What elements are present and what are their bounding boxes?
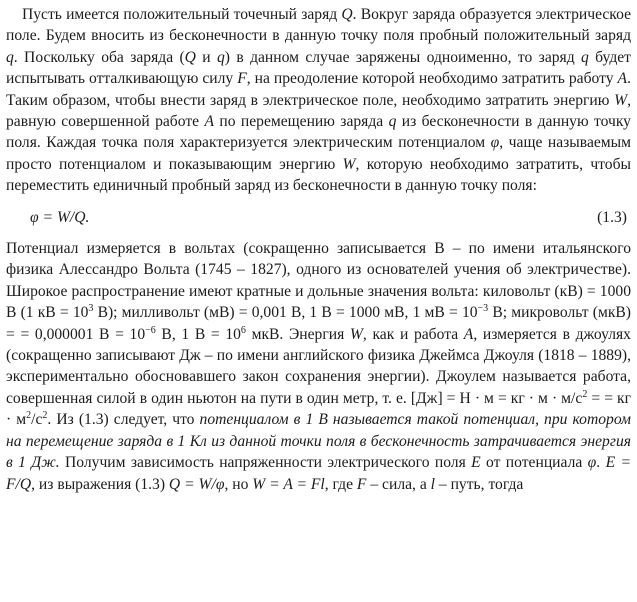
text: будет испытывать отталкивающую силу bbox=[6, 48, 631, 88]
var-l: l bbox=[430, 475, 435, 493]
var-A: A bbox=[463, 325, 474, 343]
text: Потенциал измеряется в вольтах (сокращенно записывается В – по имени итальянского физика Алессандро Вольта (1745 – 1827), одного из основателей учения об электричестве). Широкое распространение имеют кратные и дольные значения вольта: киловольт (кВ) = 1000 В (1 кВ = 10 bbox=[6, 240, 631, 322]
text: , из выражения (1.3) bbox=[31, 475, 169, 493]
var-Q: Q bbox=[341, 6, 353, 23]
text: , где bbox=[324, 475, 357, 493]
var-q: q bbox=[581, 48, 589, 66]
var-W: W bbox=[342, 155, 356, 173]
text: = = кг · м bbox=[6, 389, 631, 429]
var-phi: φ bbox=[587, 454, 597, 472]
var-W: W bbox=[349, 325, 363, 343]
text: . Из (1.3) следует, что bbox=[47, 411, 200, 429]
text: Получим зависимость напряженности электрического поля bbox=[59, 454, 472, 472]
text: , измеряется в джоулях (сокращенно записывают Дж – по имени английского физика Джеймса Джоуля (1818 – 1889), экспериментально обосновавшего закон сохранения энергии). Джоулем называется работа, совершенная силой в один ньютон на пути в один метр, т. е. [Дж] = Н · м = кг · м · м/с bbox=[6, 325, 631, 407]
var-q: q bbox=[217, 48, 225, 66]
text: и bbox=[195, 48, 217, 66]
inline-equation: E = F/Q bbox=[6, 454, 631, 493]
text: . Поскольку оба заряда ( bbox=[13, 48, 185, 66]
text: В, 1 В = 10 bbox=[155, 325, 241, 343]
var-E: E bbox=[471, 454, 481, 472]
exponent: 3 bbox=[88, 303, 94, 315]
exponent: 2 bbox=[26, 410, 32, 422]
exponent: −6 bbox=[145, 324, 156, 336]
exponent: −3 bbox=[477, 303, 489, 315]
var-A: A bbox=[617, 70, 628, 88]
formula-number: (1.3) bbox=[597, 208, 627, 226]
formula-expression: φ = W/Q. bbox=[30, 208, 90, 226]
paragraph-potential-definition bbox=[6, 4, 631, 197]
text: , но bbox=[224, 475, 253, 493]
text: , равную совершенной работе bbox=[6, 91, 631, 131]
text: ) в данном случае заряжены одноименно, то заряд bbox=[224, 48, 582, 66]
var-q: q bbox=[388, 113, 397, 131]
text: по перемещению заряда bbox=[213, 113, 389, 131]
text: В); милливольт (мВ) = 0,001 В, 1 В = 1000 мВ, 1 мВ = 10 bbox=[93, 304, 478, 322]
var-F: F bbox=[237, 70, 247, 88]
inline-equation: W = A = Fl bbox=[252, 475, 325, 493]
var-q: q bbox=[6, 48, 14, 66]
exponent: 6 bbox=[240, 324, 246, 336]
var-A: A bbox=[204, 113, 214, 131]
text: , чаще называемым просто потенциалом и показывающим энергию bbox=[6, 134, 631, 173]
inline-equation: Q = W/φ bbox=[168, 475, 225, 493]
text: . Таким образом, чтобы внести заряд в электрическое поле, необходимо затратить энергию bbox=[6, 70, 631, 109]
text: – путь, тогда bbox=[434, 475, 524, 493]
text: из бесконечности в данную точку поля. Каждая точка поля характеризуется электрическим потенциалом bbox=[6, 113, 631, 152]
var-W: W bbox=[614, 91, 628, 109]
text: Пусть имеется положительный точечный заряд bbox=[22, 6, 342, 23]
text: , на преодоление которой необходимо затратить работу bbox=[246, 70, 618, 88]
text: мкВ. Энергия bbox=[245, 325, 350, 343]
var-F: F bbox=[356, 475, 367, 493]
text: от потенциала bbox=[480, 454, 588, 472]
text: – сила, а bbox=[366, 475, 431, 493]
formula-1-3 bbox=[6, 207, 631, 228]
paragraph-volt-joule bbox=[6, 238, 631, 495]
text: В; микровольт (мкВ) = = 0,000001 В = 10 bbox=[6, 304, 631, 343]
text: , как и работа bbox=[362, 325, 464, 343]
exponent: 2 bbox=[42, 410, 48, 422]
exponent: 2 bbox=[582, 388, 588, 400]
var-phi: φ bbox=[490, 134, 500, 152]
text: . bbox=[596, 454, 606, 472]
text: /с bbox=[31, 411, 43, 429]
text: . Вокруг заряда образуется электрическое поле. Будем вносить из бесконечности в данную точку поля пробный положительный заряд bbox=[6, 6, 632, 45]
text: , которую необходимо затратить, чтобы переместить единичный пробный заряд из бесконечности в данную точку поля: bbox=[6, 155, 631, 195]
var-Q: Q bbox=[184, 48, 196, 66]
italic-definition: потенциалом в 1 В называется такой потенциал, при котором на перемещение заряда в 1 Кл из данной точки поля в бесконечность затрачивается энергия в 1 Дж. bbox=[6, 411, 631, 472]
